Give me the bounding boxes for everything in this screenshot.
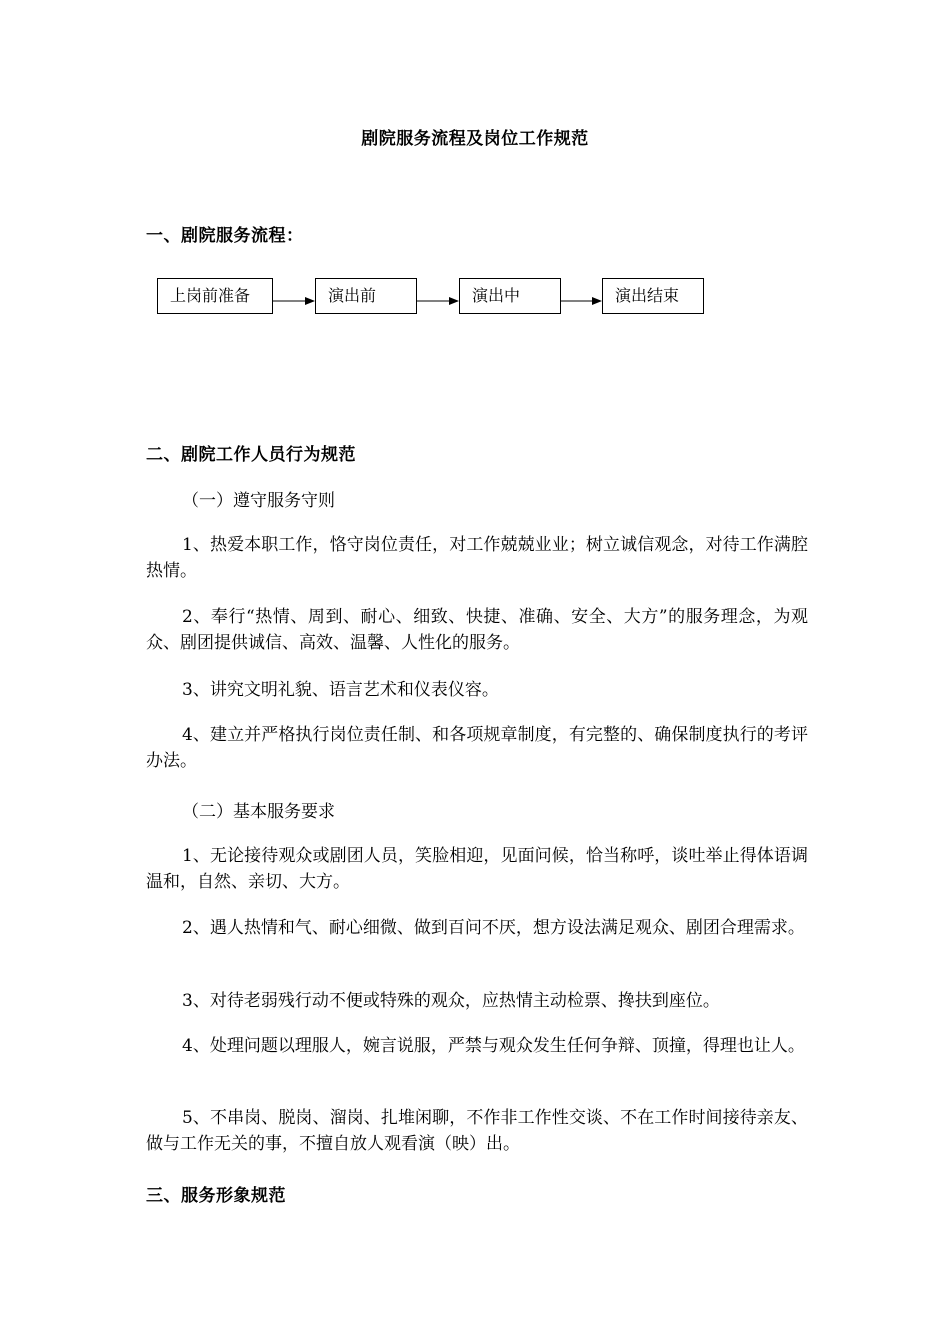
section1-heading: 一、剧院服务流程： xyxy=(146,226,304,246)
sub1-title: （一）遵守服务守则 xyxy=(182,491,335,511)
sub2-title: （二）基本服务要求 xyxy=(182,802,335,822)
flow-step-during-show: 演出中 xyxy=(459,278,561,314)
sub2-item-4: 4、处理问题以理服人，婉言说服，严禁与观众发生任何争辩、顶撞，得理也让人。 xyxy=(182,1036,805,1056)
sub1-item-4: 4、建立并严格执行岗位责任制、和各项规章制度，有完整的、确保制度执行的考评办法。 xyxy=(146,725,808,771)
flow-step-prep: 上岗前准备 xyxy=(157,278,273,314)
sub2-item-5: 5、不串岗、脱岗、溜岗、扎堆闲聊，不作非工作性交谈、不在工作时间接待亲友、做与工作无关的事，不擅自放人观看演（映）出。 xyxy=(146,1108,808,1154)
section2-heading: 二、剧院工作人员行为规范 xyxy=(146,445,356,465)
sub2-item-1: 1、无论接待观众或剧团人员，笑脸相迎，见面问候，恰当称呼，谈吐举止得体语调温和，自然、亲切、大方。 xyxy=(146,846,808,892)
flow-step-before-show: 演出前 xyxy=(315,278,417,314)
sub2-item-2: 2、遇人热情和气、耐心细微、做到百问不厌，想方设法满足观众、剧团合理需求。 xyxy=(182,918,805,938)
sub1-item-3: 3、讲究文明礼貌、语言艺术和仪表仪容。 xyxy=(182,680,499,700)
flow-step-show-end: 演出结束 xyxy=(602,278,704,314)
section3-heading: 三、服务形象规范 xyxy=(146,1186,286,1206)
document-title: 剧院服务流程及岗位工作规范 xyxy=(361,129,589,149)
sub2-item-3: 3、对待老弱残行动不便或特殊的观众，应热情主动检票、搀扶到座位。 xyxy=(182,991,720,1011)
sub1-item-1: 1、热爱本职工作，恪守岗位责任，对工作兢兢业业；树立诚信观念，对待工作满腔热情。 xyxy=(146,535,808,581)
sub1-item-2: 2、奉行“热情、周到、耐心、细致、快捷、准确、安全、大方”的服务理念，为观众、剧团提供诚信、高效、温馨、人性化的服务。 xyxy=(146,607,808,653)
